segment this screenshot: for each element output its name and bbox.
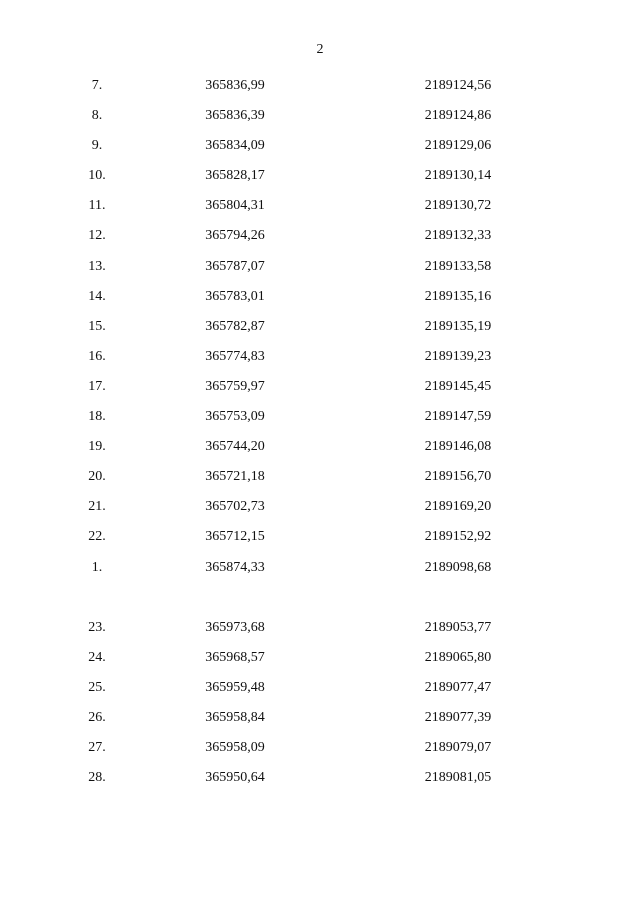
point-number: 18. (88, 409, 106, 425)
table-row (0, 432, 640, 462)
table-row (0, 191, 640, 221)
y-coordinate: 2189156,70 (424, 469, 492, 485)
point-number: 8. (91, 108, 103, 124)
x-coordinate: 365783,01 (205, 288, 265, 304)
table-row (0, 733, 640, 763)
table-row (0, 131, 640, 161)
y-coordinate: 2189145,45 (424, 378, 492, 394)
y-coordinate: 2189169,20 (424, 499, 492, 515)
table-row (0, 703, 640, 733)
point-number: 26. (88, 709, 106, 725)
point-number: 16. (88, 348, 106, 364)
point-number: 15. (88, 318, 106, 334)
y-coordinate: 2189152,92 (424, 529, 492, 545)
x-coordinate: 365787,07 (205, 258, 265, 274)
point-number: 17. (88, 378, 106, 394)
y-coordinate: 2189077,47 (424, 679, 492, 695)
point-number: 7. (91, 78, 103, 93)
coordinates-table (0, 71, 640, 793)
x-coordinate: 365950,64 (205, 770, 265, 786)
table-row (0, 643, 640, 673)
x-coordinate: 365782,87 (205, 318, 265, 334)
point-number: 1. (91, 559, 103, 575)
table-row (0, 342, 640, 372)
x-coordinate: 365958,84 (205, 709, 265, 725)
point-number: 24. (88, 649, 106, 665)
x-coordinate: 365774,83 (205, 348, 265, 364)
table-row (0, 101, 640, 131)
y-coordinate: 2189130,72 (424, 198, 492, 214)
table-row (0, 402, 640, 432)
page-number: 2 (316, 42, 324, 57)
table-row (0, 372, 640, 402)
x-coordinate: 365702,73 (205, 499, 265, 515)
x-coordinate: 365836,39 (205, 108, 265, 124)
x-coordinate: 365712,15 (205, 529, 265, 545)
table-row (0, 763, 640, 793)
point-number: 23. (88, 619, 106, 635)
point-number: 12. (88, 228, 106, 244)
table-row (0, 492, 640, 522)
point-number: 14. (88, 288, 106, 304)
x-coordinate: 365968,57 (205, 649, 265, 665)
x-coordinate: 365836,99 (205, 78, 265, 93)
x-coordinate: 365759,97 (205, 378, 265, 394)
x-coordinate: 365744,20 (205, 439, 265, 455)
y-coordinate: 2189130,14 (424, 168, 492, 184)
y-coordinate: 2189124,56 (424, 78, 492, 93)
y-coordinate: 2189133,58 (424, 258, 492, 274)
y-coordinate: 2189053,77 (424, 619, 492, 635)
point-number: 25. (88, 679, 106, 695)
x-coordinate: 365834,09 (205, 138, 265, 154)
table-row (0, 161, 640, 191)
x-coordinate: 365804,31 (205, 198, 265, 214)
y-coordinate: 2189124,86 (424, 108, 492, 124)
table-row (0, 673, 640, 703)
table-row (0, 462, 640, 492)
table-row (0, 613, 640, 643)
table-row (0, 312, 640, 342)
y-coordinate: 2189139,23 (424, 348, 492, 364)
point-number: 19. (88, 439, 106, 455)
y-coordinate: 2189098,68 (424, 559, 492, 575)
table-row (0, 282, 640, 312)
x-coordinate: 365874,33 (205, 559, 265, 575)
x-coordinate: 365721,18 (205, 469, 265, 485)
table-row (0, 252, 640, 282)
x-coordinate: 365958,09 (205, 740, 265, 756)
point-number: 22. (88, 529, 106, 545)
y-coordinate: 2189081,05 (424, 770, 492, 786)
point-number: 9. (91, 138, 103, 154)
y-coordinate: 2189077,39 (424, 709, 492, 725)
point-number: 10. (88, 168, 106, 184)
point-number: 21. (88, 499, 106, 515)
x-coordinate: 365828,17 (205, 168, 265, 184)
table-row (0, 221, 640, 251)
x-coordinate: 365973,68 (205, 619, 265, 635)
point-number: 13. (88, 258, 106, 274)
y-coordinate: 2189135,16 (424, 288, 492, 304)
table-row (0, 71, 640, 101)
y-coordinate: 2189146,08 (424, 439, 492, 455)
group-spacer (0, 583, 640, 613)
x-coordinate: 365753,09 (205, 409, 265, 425)
table-row (0, 522, 640, 552)
point-number: 27. (88, 740, 106, 756)
y-coordinate: 2189129,06 (424, 138, 492, 154)
point-number: 20. (88, 469, 106, 485)
y-coordinate: 2189065,80 (424, 649, 492, 665)
y-coordinate: 2189147,59 (424, 409, 492, 425)
x-coordinate: 365959,48 (205, 679, 265, 695)
point-number: 11. (88, 198, 106, 214)
y-coordinate: 2189135,19 (424, 318, 492, 334)
y-coordinate: 2189079,07 (424, 740, 492, 756)
point-number: 28. (88, 770, 106, 786)
x-coordinate: 365794,26 (205, 228, 265, 244)
table-row (0, 553, 640, 583)
y-coordinate: 2189132,33 (424, 228, 492, 244)
